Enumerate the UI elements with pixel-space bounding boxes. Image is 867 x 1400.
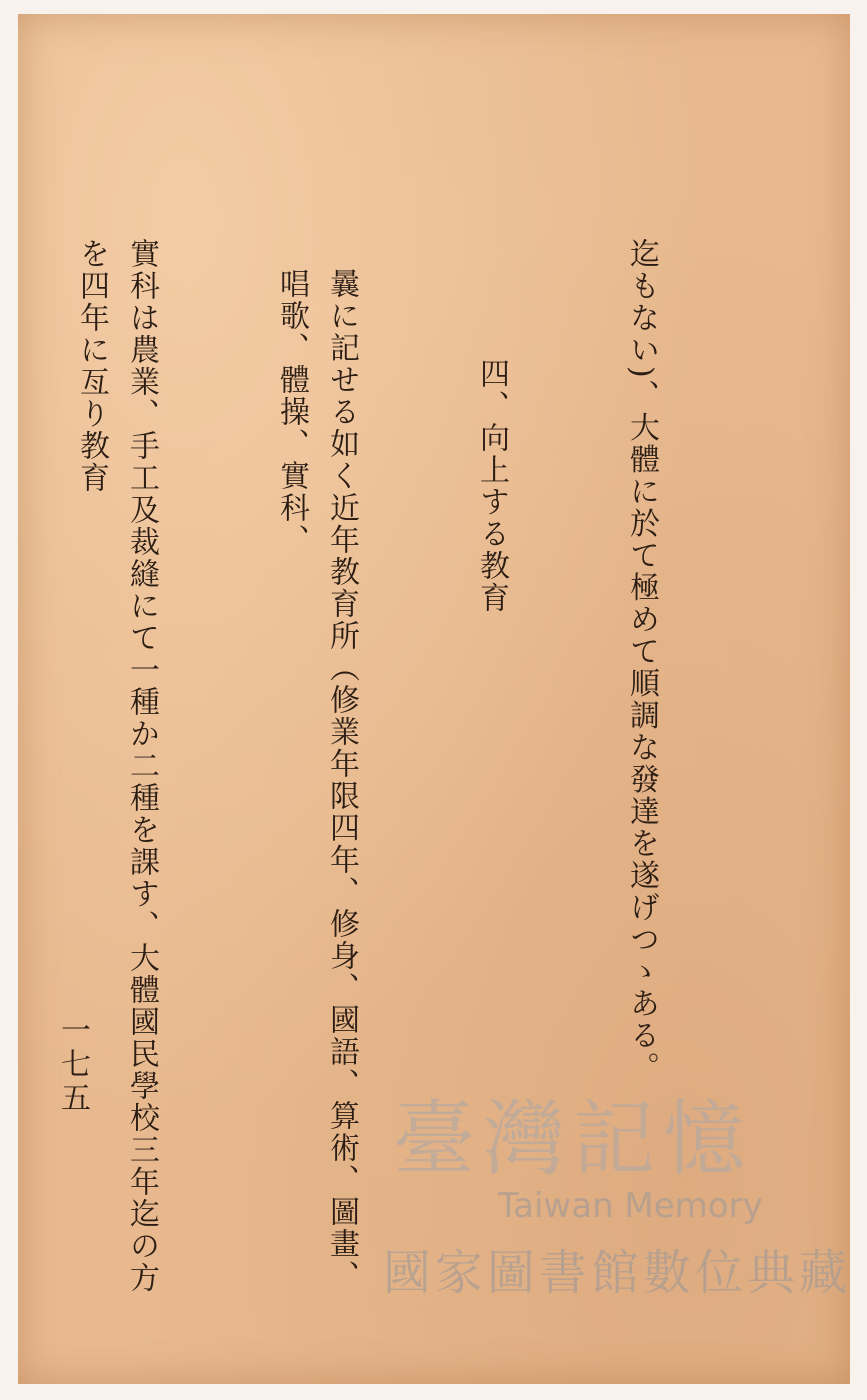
- text-line-3: 曩に記せる如く近年教育所（修業年限四年、修身、國語、算術、圖畫、唱歌、體操、實科、: [274, 268, 359, 1292]
- text-line-4: 實科は農業、手工及裁縫にて一種か二種を課す、大體國民學校三年迄の方を四年に亙り教育: [74, 238, 159, 1294]
- document-page: [18, 14, 850, 1384]
- watermark-english-text: Taiwan Memory: [498, 1186, 763, 1226]
- watermark-institution-text: 國家圖書館數位典藏: [383, 1245, 852, 1301]
- page-number: 一七五: [55, 1014, 90, 1116]
- watermark: [373, 1074, 852, 1304]
- section-heading: 四、向上する教育: [474, 358, 509, 614]
- watermark-logo: 臺灣記憶: [393, 1092, 754, 1187]
- text-line-1: 迄もない)、大體に於て極めて順調な發達を遂げつゝある。: [624, 238, 659, 1084]
